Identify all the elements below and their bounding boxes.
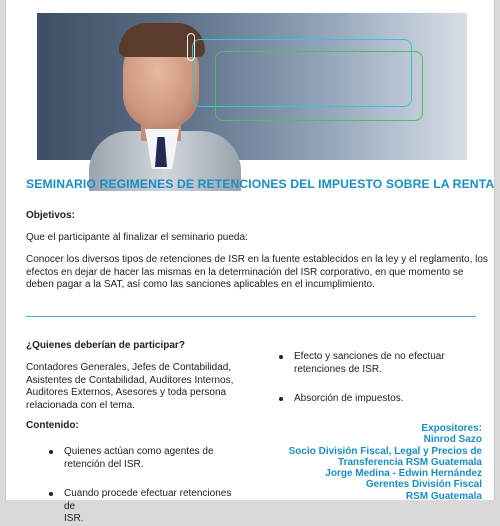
list-item xyxy=(44,446,244,471)
participantes-heading: ¿Quienes deberían de participar? xyxy=(26,340,185,351)
contenido-list xyxy=(44,446,244,526)
contenido-heading: Contenido: xyxy=(26,420,79,431)
list-item-line: Quienes actúan como agentes de xyxy=(64,446,214,457)
list-item-line: retenciones de ISR. xyxy=(294,363,382,375)
participantes-line: Asistentes de Contabilidad, Auditores Internos, xyxy=(26,374,234,386)
hero-banner-image xyxy=(37,13,467,160)
bullet-icon xyxy=(279,397,283,401)
objetivos-intro: Que el participante al finalizar el seminario pueda: xyxy=(26,232,248,243)
hero-green-frame xyxy=(215,51,423,121)
section-divider xyxy=(26,316,476,317)
expositor-line: Transferencia RSM Guatemala xyxy=(338,456,482,468)
participantes-body xyxy=(26,362,233,412)
participantes-line: Contadores Generales, Jefes de Contabilidad, xyxy=(26,362,232,373)
expositores-heading: Expositores: xyxy=(421,423,482,434)
list-item-line: retención del ISR. xyxy=(64,458,144,470)
expositor-line: RSM Guatemala xyxy=(405,490,482,502)
bullet-icon xyxy=(49,450,53,454)
objetivos-body-line: deben pagar a la SAT, así como las sanciones aplicables en el incumplimiento. xyxy=(26,279,375,290)
expositor-line: Socio División Fiscal, Legal y Precios de xyxy=(288,445,482,457)
list-item-line: Cuando procede efectuar retenciones de xyxy=(64,488,232,512)
seminar-title: SEMINARIO REGIMENES DE RETENCIONES DEL IMPUESTO SOBRE LA RENTA xyxy=(26,177,495,191)
objetivos-body xyxy=(26,254,488,292)
list-item xyxy=(274,393,484,406)
bullet-icon xyxy=(279,355,283,359)
participantes-line: relacionada con el tema. xyxy=(26,399,135,411)
list-item-line: ISR. xyxy=(64,513,84,524)
hero-white-frame xyxy=(187,33,195,61)
list-item xyxy=(274,351,484,376)
participantes-line: Auditores Externos, Asesores y toda persona xyxy=(26,387,227,398)
expositor-line: Ninrod Sazo xyxy=(423,434,482,446)
list-item-line: Absorción de impuestos. xyxy=(294,393,404,404)
objetivos-heading: Objetivos: xyxy=(26,210,75,221)
contenido-right-list xyxy=(274,351,484,406)
list-item-line: Efecto y sanciones de no efectuar xyxy=(294,351,445,362)
objetivos-body-line: efectos en dejar de hacer las mismas en la determinación del ISR corporativo, en que momento se xyxy=(26,266,464,278)
expositor-line: Jorge Medina - Edwin Hernández xyxy=(325,468,482,480)
list-item xyxy=(44,488,244,526)
document-page xyxy=(5,0,495,524)
bullet-icon xyxy=(49,492,53,496)
objetivos-body-line: Conocer los diversos tipos de retenciones de ISR en la fuente establecidos en la ley y el reglamento, los xyxy=(26,254,488,265)
expositores-block xyxy=(256,423,482,502)
expositor-line: Gerentes División Fiscal xyxy=(365,479,482,491)
